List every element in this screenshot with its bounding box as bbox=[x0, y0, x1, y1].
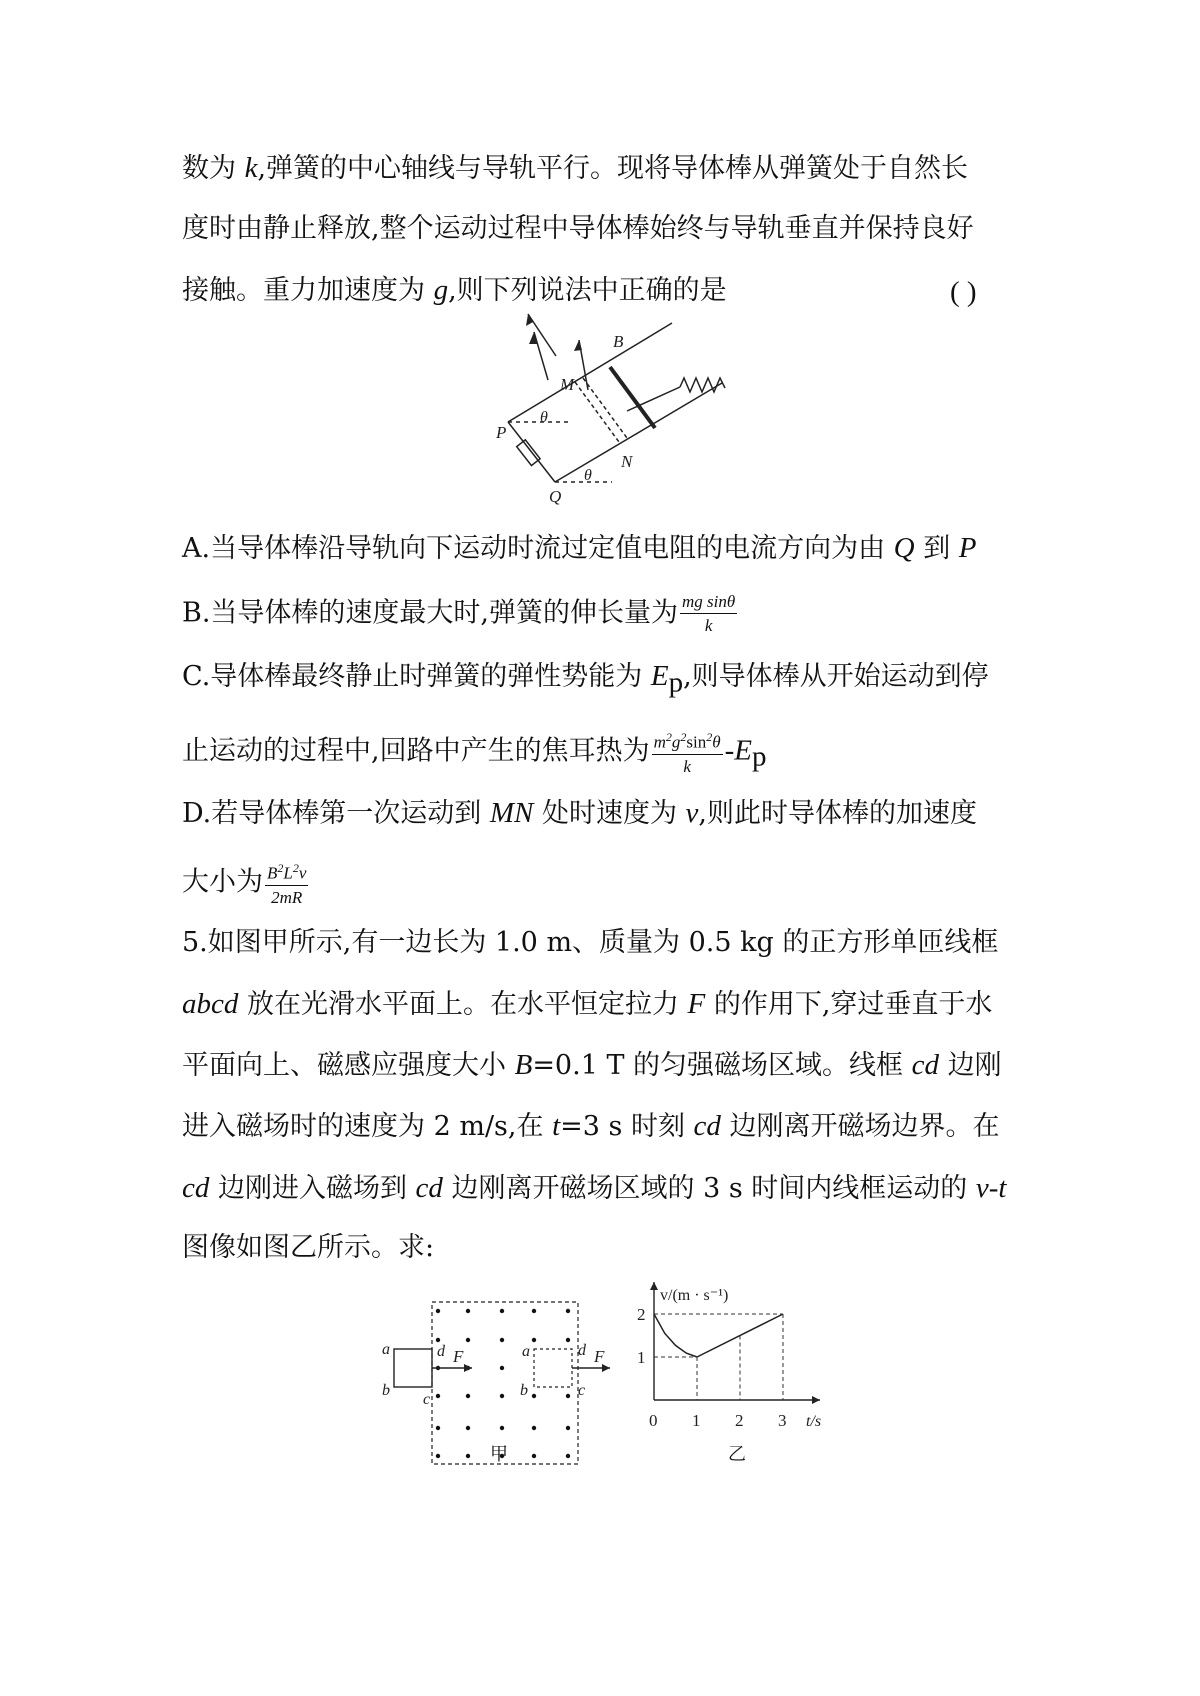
option-c-continued: 止运动的过程中,回路中产生的焦耳热为 $\frac{m^2g^2\sin^2\theta}{k}$ $-E_p$ bbox=[182, 727, 766, 777]
label-B: B bbox=[613, 332, 624, 351]
figure-caption: 乙 bbox=[728, 1444, 746, 1465]
x-tick-label: 3 bbox=[778, 1411, 787, 1430]
option-c: C.导体棒最终静止时弹簧的弹性势能为 $E_p$,则导体棒从开始运动到停 bbox=[182, 660, 989, 699]
label-theta: θ bbox=[540, 409, 548, 426]
label-theta: θ bbox=[584, 467, 592, 484]
series-curve bbox=[654, 1314, 697, 1357]
svg-text:a: a bbox=[382, 1341, 390, 1358]
question-5-line: abcd 放在光滑水平面上。在水平恒定拉力 F 的作用下,穿过垂直于水 bbox=[182, 988, 993, 1020]
fraction: $\frac{B^2L^2v}{2mR}$ bbox=[265, 858, 308, 908]
x-tick-label: 2 bbox=[735, 1411, 744, 1430]
svg-text:c: c bbox=[423, 1391, 431, 1408]
svg-text:a: a bbox=[522, 1343, 530, 1360]
text-line: 数为 k,弹簧的中心轴线与导轨平行。现将导体棒从弹簧处于自然长 bbox=[182, 152, 969, 184]
fraction: $\frac{\text{mg sinθ}}{k}$ bbox=[682, 592, 736, 635]
y-tick-label: 1 bbox=[637, 1348, 646, 1367]
option-d: D.若导体棒第一次运动到 MN 处时速度为 v,则此时导体棒的加速度 bbox=[182, 797, 977, 829]
answer-blank: ( ) bbox=[950, 276, 977, 308]
x-axis-label: t/s bbox=[806, 1413, 822, 1430]
label-N: N bbox=[621, 452, 633, 471]
svg-text:F: F bbox=[453, 1347, 464, 1366]
label-Q: Q bbox=[549, 487, 562, 506]
svg-text:d: d bbox=[578, 1342, 586, 1359]
fraction: $\frac{m^2g^2\sin^2\theta}{k}$ bbox=[652, 727, 723, 777]
svg-text:F: F bbox=[594, 1347, 605, 1366]
option-d-continued: 大小为 $\frac{B^2L^2v}{2mR}$ bbox=[182, 858, 310, 908]
option-a: A.当导体棒沿导轨向下运动时流过定值电阻的电流方向为由 Q 到 P bbox=[182, 532, 977, 564]
question-5: 5.如图甲所示,有一边长为 1.0 m、质量为 0.5 kg 的正方形单匝线框 bbox=[182, 927, 999, 958]
label-P: P bbox=[496, 423, 507, 442]
y-tick-label: 2 bbox=[637, 1305, 646, 1324]
x-tick-label: 1 bbox=[692, 1411, 701, 1430]
question-5-line: 进入磁场时的速度为 2 m/s,在 t=3 s 时刻 cd 边刚离开磁场边界。在 bbox=[182, 1110, 1000, 1142]
text-line: 接触。重力加速度为 g,则下列说法中正确的是 bbox=[182, 274, 727, 306]
option-b: B.当导体棒的速度最大时,弹簧的伸长量为 $\frac{\text{mg sinθ}}{k}$ bbox=[182, 592, 736, 635]
svg-text:b: b bbox=[382, 1382, 390, 1399]
figure-caption: 甲 bbox=[490, 1444, 508, 1465]
y-axis-label: v/(m · s⁻¹) bbox=[660, 1287, 729, 1304]
question-5-line: 平面向上、磁感应强度大小 B=0.1 T 的匀强磁场区域。线框 cd 边刚 bbox=[182, 1049, 1002, 1081]
text-line: 度时由静止释放,整个运动过程中导体棒始终与导轨垂直并保持良好 bbox=[182, 213, 974, 244]
svg-text:b: b bbox=[520, 1382, 528, 1399]
svg-text:c: c bbox=[578, 1382, 586, 1399]
svg-text:d: d bbox=[437, 1343, 445, 1360]
question-5-line: 图像如图乙所示。求: bbox=[182, 1232, 435, 1263]
question-5-line: cd 边刚进入磁场到 cd 边刚离开磁场区域的 3 s 时间内线框运动的 v-t bbox=[182, 1172, 1007, 1204]
label-M: M bbox=[560, 375, 575, 394]
x-tick-label: 0 bbox=[649, 1411, 658, 1430]
